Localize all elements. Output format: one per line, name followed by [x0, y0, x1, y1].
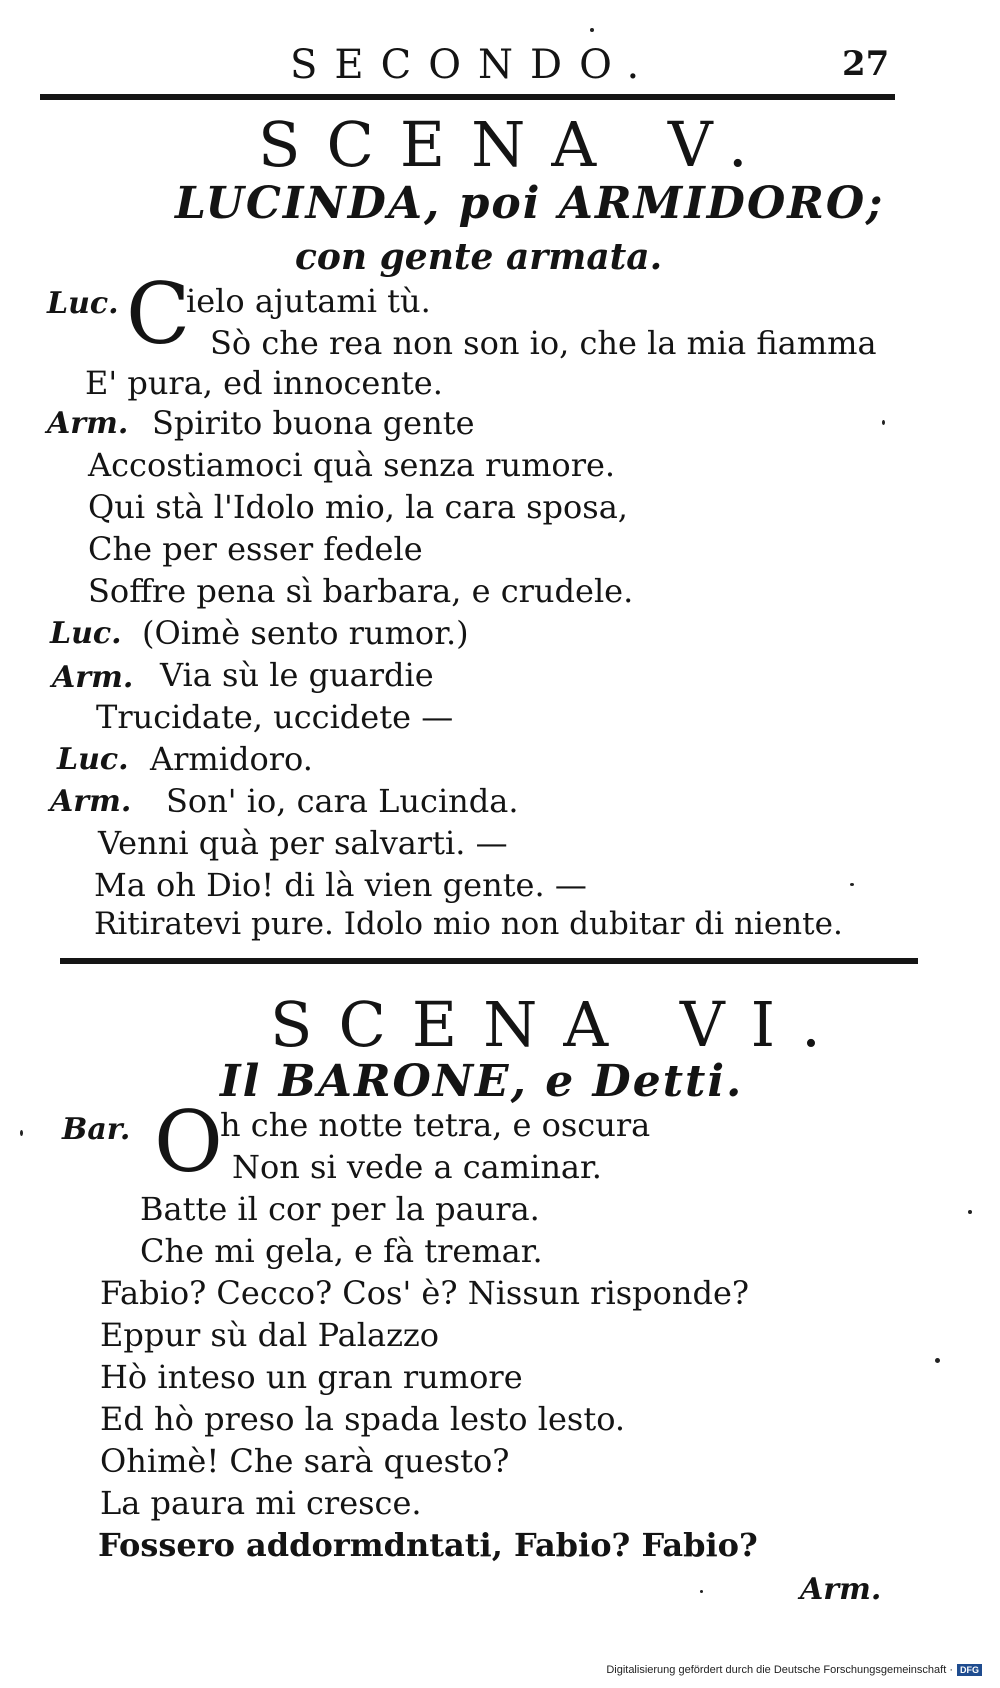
speaker-label: Arm. [47, 406, 129, 441]
verse-line: E' pura, ed innocente. [85, 364, 443, 402]
scene-5-characters: LUCINDA, poi ARMIDORO; [175, 178, 885, 229]
verse-line: Venni quà per salvarti. — [98, 824, 508, 862]
verse-line: Via sù le guardie [160, 656, 434, 694]
drop-cap: C [126, 265, 191, 363]
running-header: SECONDO. [290, 42, 657, 88]
verse-line: h che notte tetra, e oscura [220, 1106, 651, 1144]
verse-line: Non si vede a caminar. [232, 1148, 602, 1186]
speaker-label: Luc. [50, 616, 122, 651]
catchword: Arm. [800, 1572, 882, 1607]
verse-line: Ma oh Dio! di là vien gente. — [94, 866, 587, 904]
scene-5-stage-direction: con gente armata. [295, 236, 663, 278]
verse-line: Fabio? Cecco? Cos' è? Nissun risponde? [100, 1274, 750, 1312]
verse-line: Son' io, cara Lucinda. [166, 782, 519, 820]
verse-line: Ohimè! Che sarà questo? [100, 1442, 510, 1480]
page-number: 27 [842, 44, 890, 84]
scene-6-characters: Il BARONE, e Detti. [220, 1056, 744, 1107]
verse-line: Hò inteso un gran rumore [100, 1358, 523, 1396]
scene-divider [60, 958, 918, 964]
speaker-label: Arm. [52, 660, 134, 695]
verse-line: Sò che rea non son io, che la mia fiamma [210, 324, 877, 362]
header-rule [40, 94, 895, 100]
ink-speck [882, 420, 885, 425]
verse-line: Eppur sù dal Palazzo [100, 1316, 440, 1354]
drop-cap: O [154, 1093, 223, 1191]
verse-line: Qui stà l'Idolo mio, la cara sposa, [88, 488, 628, 526]
verse-line: Armidoro. [150, 740, 313, 778]
scene-5-title: SCENA V. [258, 108, 774, 181]
verse-line: Ritiratevi pure. Idolo mio non dubitar di niente. [94, 906, 843, 942]
ink-speck [700, 1590, 703, 1593]
verse-line: Spirito buona gente [152, 404, 475, 442]
verse-line: ielo ajutami tù. [186, 282, 431, 320]
ink-speck [20, 1130, 23, 1136]
verse-line: (Oimè sento rumor.) [142, 614, 469, 652]
speaker-label: Luc. [57, 742, 129, 777]
speaker-label: Luc. [47, 286, 119, 321]
ink-speck [968, 1210, 972, 1214]
verse-line: Che mi gela, e fà tremar. [140, 1232, 543, 1270]
verse-line: Ed hò preso la spada lesto lesto. [100, 1400, 626, 1438]
verse-line: Soffre pena sì barbara, e crudele. [88, 572, 634, 610]
verse-line: Accostiamoci quà senza rumore. [88, 446, 616, 484]
verse-line: Trucidate, uccidete — [96, 698, 454, 736]
verse-line: La paura mi cresce. [100, 1484, 422, 1522]
scene-6-title: SCENA VI. [270, 988, 847, 1061]
ink-speck [590, 28, 594, 32]
digitization-credit [606, 1664, 982, 1676]
speaker-label: Bar. [62, 1112, 131, 1147]
dfg-logo: DFG [957, 1664, 982, 1676]
credit-text: Digitalisierung gefördert durch die Deutsche Forschungsgemeinschaft · [606, 1664, 953, 1676]
verse-line: Fossero addormdntati, Fabio? Fabio? [98, 1526, 758, 1564]
verse-line: Che per esser fedele [88, 530, 423, 568]
speaker-label: Arm. [50, 784, 132, 819]
verse-line: Batte il cor per la paura. [140, 1190, 540, 1228]
ink-speck [850, 883, 854, 886]
ink-speck [935, 1358, 940, 1363]
